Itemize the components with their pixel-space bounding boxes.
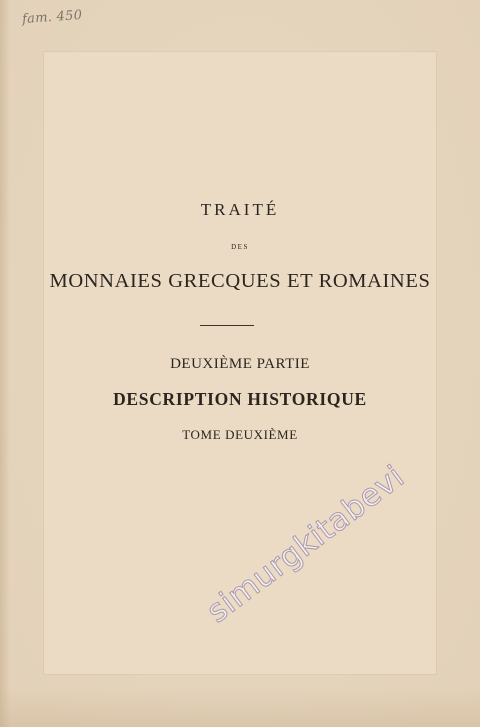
title-connector: DES xyxy=(231,243,249,251)
part-label: DEUXIÈME PARTIE xyxy=(170,356,310,372)
page-bottom-shadow xyxy=(0,687,480,727)
part-title: DESCRIPTION HISTORIQUE xyxy=(113,389,367,409)
subject-title: MONNAIES GRECQUES ET ROMAINES xyxy=(49,270,431,292)
watermark: simurgkitabevi xyxy=(200,458,412,630)
divider-rule xyxy=(200,325,254,326)
handwritten-annotation: fam. 450 xyxy=(21,7,83,28)
title: TRAITÉ xyxy=(200,200,280,219)
volume-label: TOME DEUXIÈME xyxy=(182,427,298,442)
